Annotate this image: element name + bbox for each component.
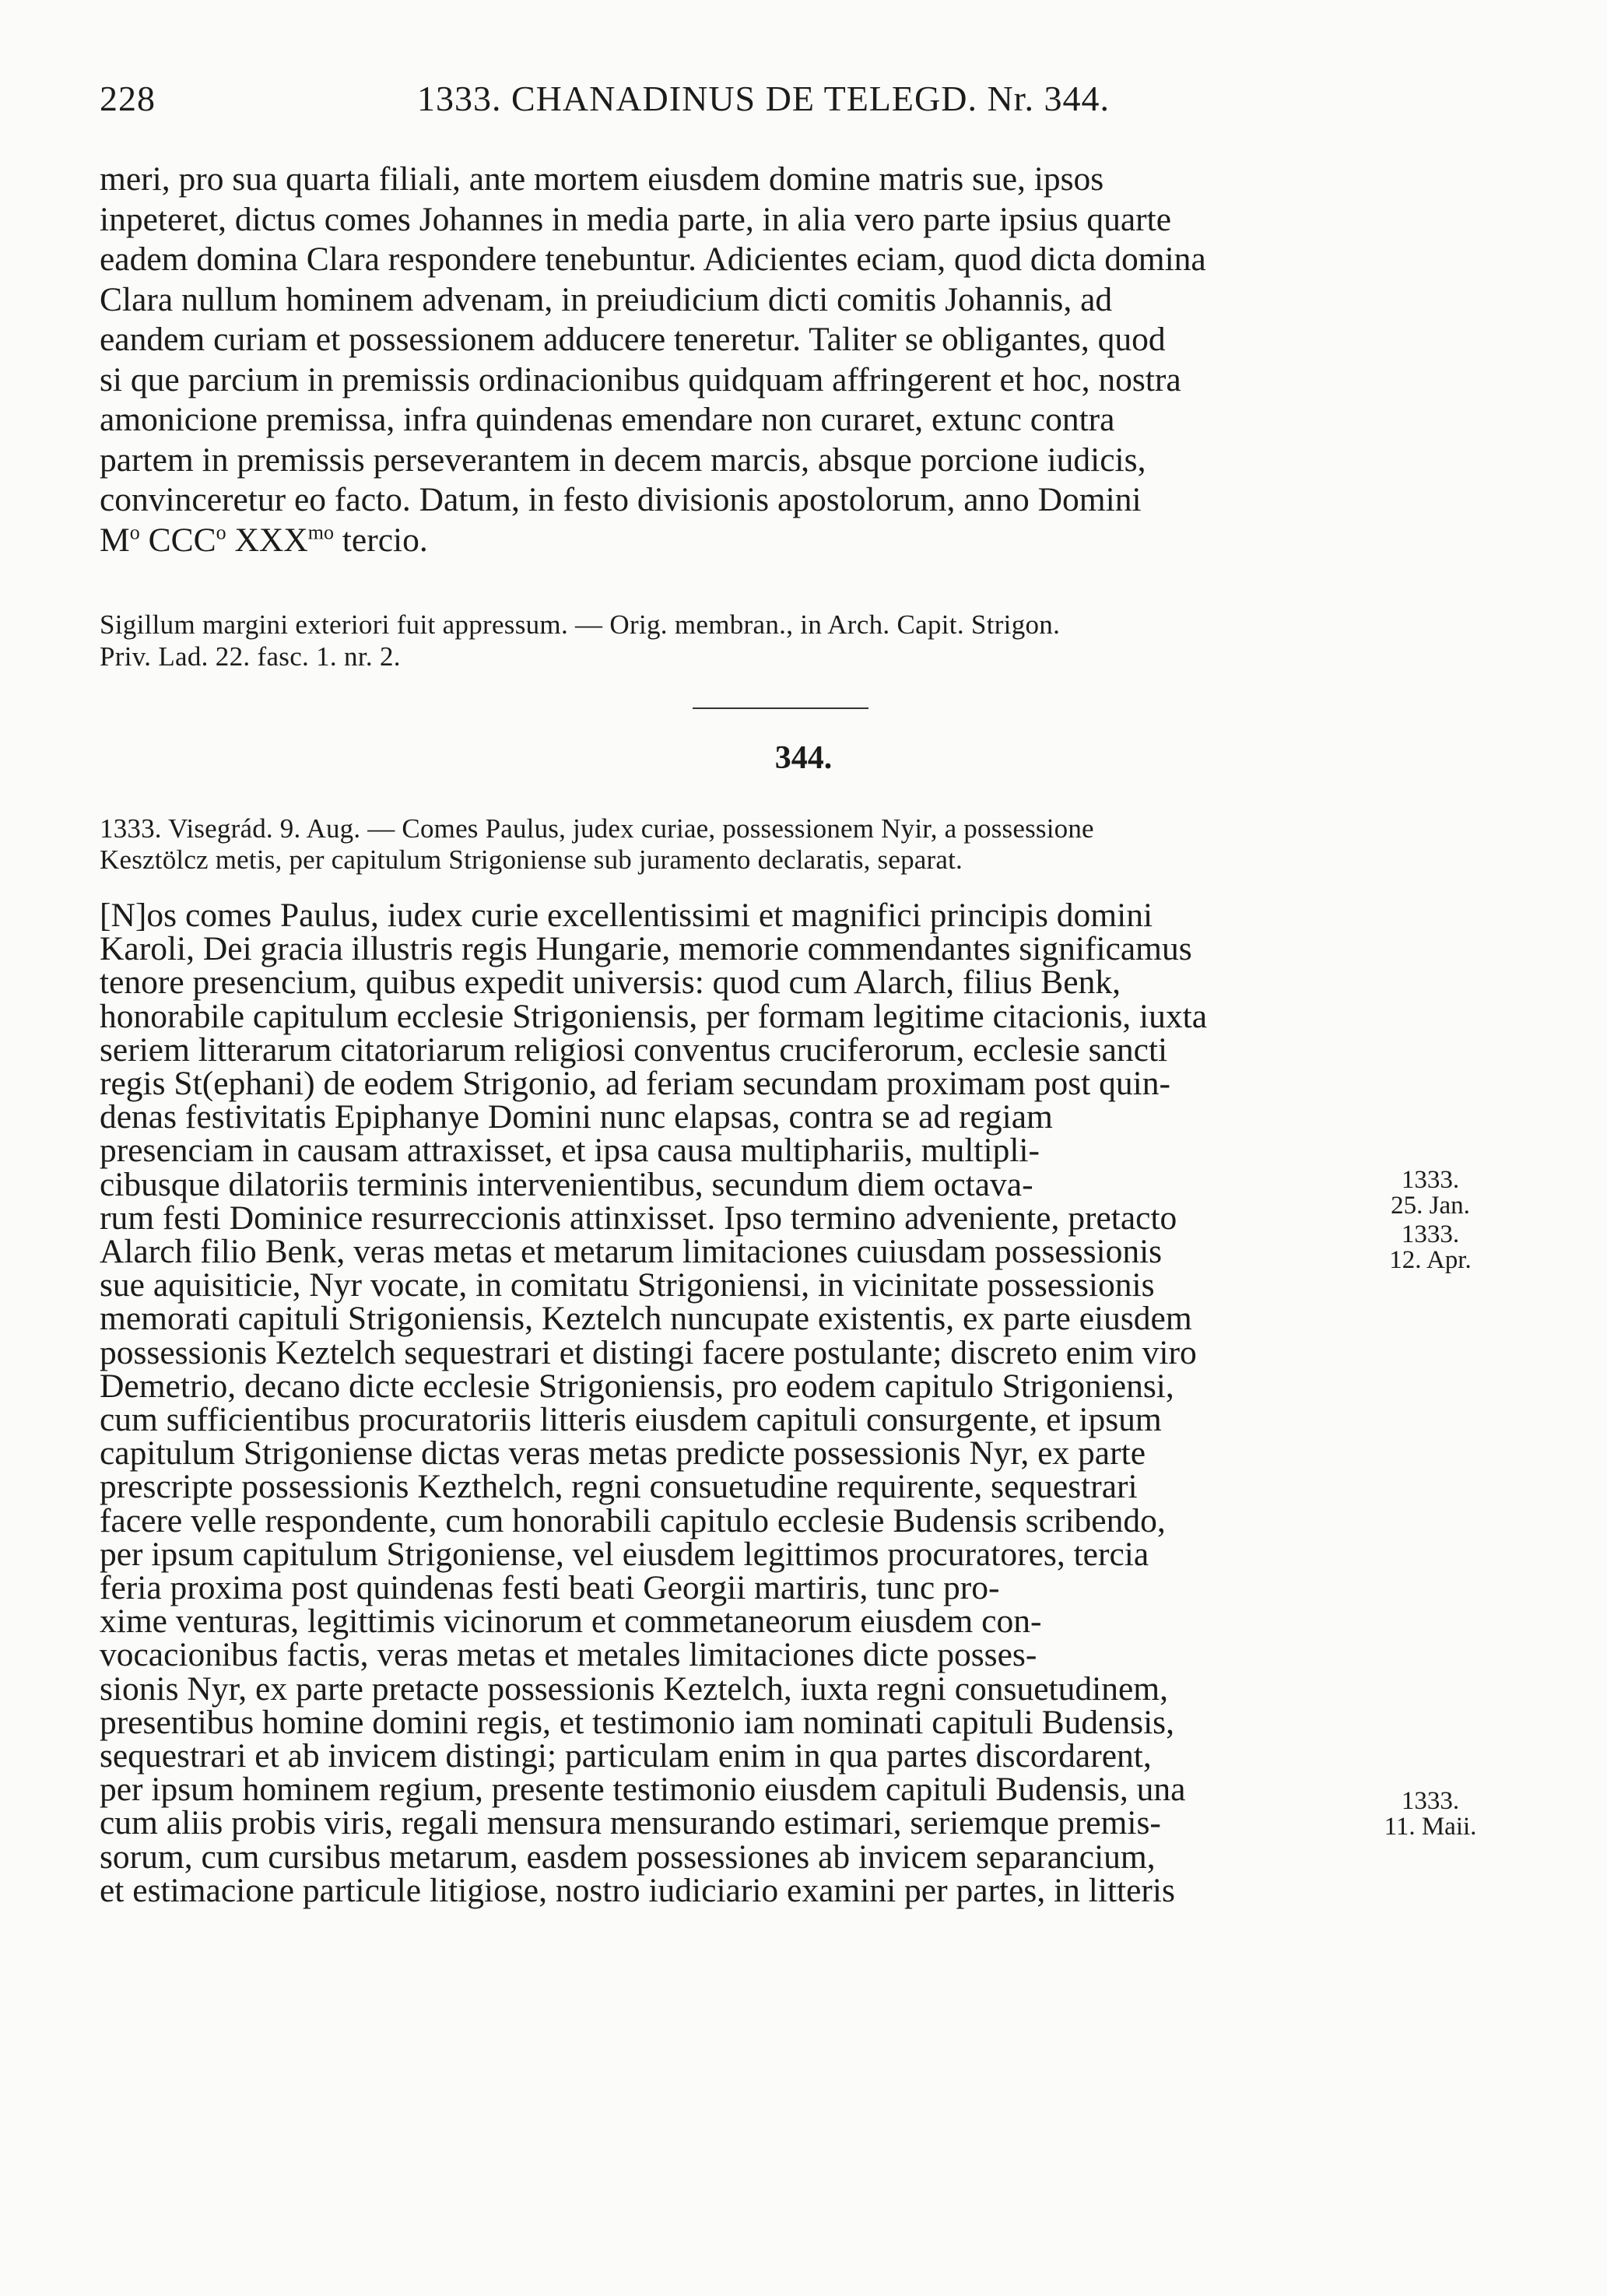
text-line: et estimacione particule litigiose, nostro iudiciario examini per partes, in litteris <box>100 1871 1175 1909</box>
text-line: cibusque dilatoriis terminis intervenientibus, secundum diem octava- <box>100 1165 1033 1203</box>
text-line: convinceretur eo facto. Datum, in festo divisionis apostolorum, anno Domini <box>100 481 1142 518</box>
text-line: eadem domina Clara respondere tenebuntur. Adicientes eciam, quod dicta domina <box>100 240 1206 278</box>
document-343-text <box>100 160 1485 560</box>
superscript: mo <box>307 521 334 543</box>
running-title: 1333. CHANADINUS DE TELEGD. Nr. 344. <box>417 79 1110 118</box>
text-line: facere velle respondente, cum honorabili capitulo ecclesie Budensis scribendo, <box>100 1501 1166 1539</box>
date-line <box>100 521 1485 561</box>
text-line: sequestrari et ab invicem distingi; particulam enim in qua partes discordarent, <box>100 1737 1152 1775</box>
text-line: meri, pro sua quarta filiali, ante mortem eiusdem domine matris sue, ipsos <box>100 160 1104 198</box>
text-line: memorati capituli Strigoniensis, Keztelch nuncupate existentis, ex parte eiusdem <box>100 1300 1192 1338</box>
regest <box>100 813 1485 876</box>
text-line: xime venturas, legittimis vicinorum et commetaneorum eiusdem con- <box>100 1603 1042 1641</box>
text-line: possessionis Keztelch sequestrari et distingi facere postulante; discreto enim viro <box>100 1333 1197 1371</box>
superscript: o <box>129 521 140 543</box>
margin-year: 1333. <box>1401 1787 1460 1815</box>
note-line: Priv. Lad. 22. fasc. 1. nr. 2. <box>100 641 401 672</box>
text-line: feria proxima post quindenas festi beati Georgii martiris, tunc pro- <box>100 1569 1000 1607</box>
text-line: prescripte possessionis Kezthelch, regni consuetudine requirente, sequestrari <box>100 1468 1138 1506</box>
text-line: per ipsum hominem regium, presente testimonio eiusdem capituli Budensis, una <box>100 1771 1186 1809</box>
text-line: regis St(ephani) de eodem Strigonio, ad feriam secundam proximam post quin- <box>100 1065 1170 1103</box>
text-line: sionis Nyr, ex parte pretacte possessionis Keztelch, iuxta regni consuetudinem, <box>100 1669 1168 1708</box>
margin-date <box>1376 1789 1485 1840</box>
text-line: sue aquisiticie, Nyr vocate, in comitatu Strigoniensi, in vicinitate possessionis <box>100 1266 1155 1304</box>
document-number: 344. <box>774 740 833 776</box>
margin-day: 11. Maii. <box>1384 1813 1477 1841</box>
text-line: Demetrio, decano dicte ecclesie Strigoniensis, pro eodem capitulo Strigoniensi, <box>100 1367 1174 1405</box>
text-line: si que parcium in premissis ordinacionibus quidquam affringerent et hoc, nostra <box>100 360 1181 398</box>
note-line: Sigillum margini exteriori fuit appressum. — Orig. membran., in Arch. Capit. Strigon. <box>100 609 1061 640</box>
roman-m: M <box>100 521 130 559</box>
text-line: tenore presencium, quibus expedit universis: quod cum Alarch, filius Benk, <box>100 964 1121 1002</box>
text-line: Karoli, Dei gracia illustris regis Hungarie, memorie commendantes significamus <box>100 930 1192 968</box>
roman-ccc: CCC <box>148 521 216 559</box>
text-line: Clara nullum hominem advenam, in preiudicium dicti comitis Johannis, ad <box>100 280 1113 318</box>
text-line: seriem litterarum citatoriarum religiosi conventus cruciferorum, ecclesie sancti <box>100 1030 1168 1069</box>
margin-year: 1333. <box>1401 1220 1460 1248</box>
text-line: denas festivitatis Epiphanye Domini nunc elapsas, contra se ad regiam <box>100 1098 1053 1136</box>
regest-line: 1333. Visegrád. 9. Aug. — Comes Paulus, judex curiae, possessionem Nyir, a possessione <box>100 813 1094 844</box>
section-divider <box>693 707 868 709</box>
text-line: eandem curiam et possessionem adducere teneretur. Taliter se obligantes, quod <box>100 321 1166 358</box>
document-344-text <box>100 899 1485 1908</box>
superscript: o <box>216 521 226 543</box>
text-line: honorabile capitulum ecclesie Strigoniensis, per formam legitime citacionis, iuxta <box>100 997 1208 1035</box>
page-number: 228 <box>100 79 156 118</box>
regest-line: Kesztölcz metis, per capitulum Strigoniense sub juramento declaratis, separat. <box>100 844 963 875</box>
text-line: sorum, cum cursibus metarum, easdem possessiones ab invicem separancium, <box>100 1838 1156 1876</box>
text-line: per ipsum capitulum Strigoniense, vel eiusdem legittimos procuratores, tercia <box>100 1535 1149 1573</box>
text-line: partem in premissis perseverantem in decem marcis, absque porcione iudicis, <box>100 441 1146 479</box>
text-line: vocacionibus factis, veras metas et metales limitaciones dicte posses- <box>100 1636 1037 1674</box>
margin-day: 25. Jan. <box>1391 1192 1470 1220</box>
text-line: inpeteret, dictus comes Johannes in media parte, in alia vero parte ipsius quarte <box>100 200 1172 238</box>
margin-date <box>1376 1167 1485 1219</box>
text-line: cum sufficientibus procuratoriis litteris eiusdem capituli consurgente, et ipsum <box>100 1401 1162 1439</box>
text-line: presentibus homine domini regis, et testimonio iam nominati capituli Budensis, <box>100 1703 1174 1741</box>
roman-xxx: XXX <box>234 521 308 559</box>
text-line: presenciam in causam attraxisset, et ipsa causa multiphariis, multipli- <box>100 1132 1040 1170</box>
page-header <box>100 78 1485 125</box>
text-line: cum aliis probis viris, regali mensura mensurando estimari, seriemque premis- <box>100 1804 1161 1842</box>
text-line: capitulum Strigoniense dictas veras metas predicte possessionis Nyr, ex parte <box>100 1434 1146 1473</box>
margin-date <box>1376 1222 1485 1273</box>
text-line: [N]os comes Paulus, iudex curie excellentissimi et magnifici principis domini <box>100 897 1153 934</box>
margin-year: 1333. <box>1401 1166 1460 1194</box>
text-line: Alarch filio Benk, veras metas et metarum limitaciones cuiusdam possessionis <box>100 1233 1163 1271</box>
source-note <box>100 609 1485 672</box>
date-word: tercio. <box>342 521 428 559</box>
text-line: rum festi Dominice resurreccionis attinxisset. Ipso termino adveniente, pretacto <box>100 1199 1177 1237</box>
margin-day: 12. Apr. <box>1389 1246 1472 1274</box>
text-line: amonicione premissa, infra quindenas emendare non curaret, extunc contra <box>100 401 1115 438</box>
